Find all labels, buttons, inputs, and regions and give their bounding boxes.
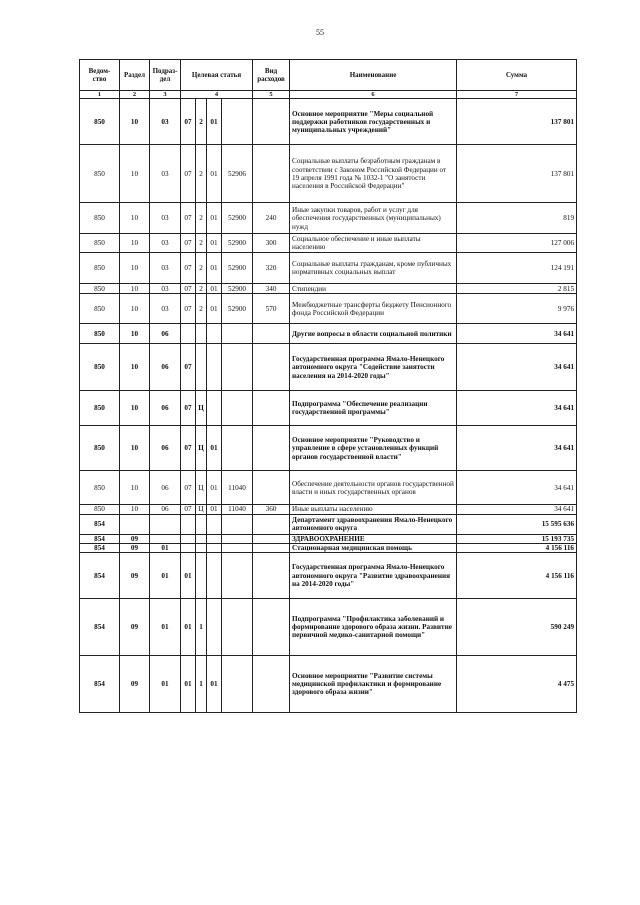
cell-razdel: 10	[120, 234, 150, 253]
cell-vedomstvo: 854	[80, 534, 120, 543]
cell-celevaya-program: 07	[181, 391, 196, 426]
cell-razdel: 10	[120, 344, 150, 391]
cell-summa: 34 641	[457, 426, 577, 471]
cell-vid-rashodov	[253, 391, 290, 426]
cell-summa: 2 815	[457, 284, 577, 294]
cell-celevaya-code: 52900	[222, 284, 253, 294]
cell-celevaya-event: 01	[207, 471, 222, 505]
cell-podrazdel: 03	[150, 203, 181, 234]
cell-vedomstvo: 850	[80, 234, 120, 253]
cell-naimenovanie: Основное мероприятие "Развитие системы медицинской профилактики и формирование здорового образа жизни"	[290, 656, 457, 713]
cell-vid-rashodov	[253, 145, 290, 203]
table-row	[80, 656, 577, 713]
cell-celevaya-program: 01	[181, 599, 196, 656]
cell-summa: 34 641	[457, 391, 577, 426]
cell-celevaya-subprogram: Ц	[196, 391, 207, 426]
cell-celevaya-event	[207, 344, 222, 391]
cell-celevaya-event: 01	[207, 253, 222, 284]
cell-celevaya-program: 07	[181, 344, 196, 391]
cell-naimenovanie: Департамент здравоохранения Ямало-Ненецкого автономного округа	[290, 514, 457, 534]
cell-podrazdel: 01	[150, 599, 181, 656]
cell-vedomstvo: 854	[80, 656, 120, 713]
cell-vedomstvo: 850	[80, 99, 120, 145]
col-number: 6	[290, 91, 457, 99]
cell-celevaya-subprogram	[196, 534, 207, 543]
cell-vedomstvo: 850	[80, 294, 120, 324]
table-row	[80, 253, 577, 284]
cell-summa: 124 191	[457, 253, 577, 284]
cell-naimenovanie: Подпрограмма "Обеспечение реализации государственной программы"	[290, 391, 457, 426]
cell-celevaya-code	[222, 599, 253, 656]
table-row	[80, 203, 577, 234]
cell-summa: 34 641	[457, 505, 577, 514]
cell-vid-rashodov	[253, 544, 290, 553]
cell-celevaya-subprogram: 2	[196, 145, 207, 203]
cell-celevaya-subprogram: Ц	[196, 505, 207, 514]
cell-summa: 127 006	[457, 234, 577, 253]
cell-naimenovanie: Иные закупки товаров, работ и услуг для обеспечения государственных (муниципальных) нужд	[290, 203, 457, 234]
table-row	[80, 471, 577, 505]
cell-podrazdel: 03	[150, 253, 181, 284]
cell-celevaya-subprogram	[196, 553, 207, 599]
cell-razdel: 09	[120, 656, 150, 713]
table-row	[80, 553, 577, 599]
cell-summa: 34 641	[457, 471, 577, 505]
table-row	[80, 534, 577, 543]
cell-razdel: 09	[120, 534, 150, 543]
cell-celevaya-event	[207, 553, 222, 599]
cell-podrazdel: 03	[150, 145, 181, 203]
cell-celevaya-program: 07	[181, 234, 196, 253]
cell-celevaya-code	[222, 391, 253, 426]
cell-celevaya-event	[207, 534, 222, 543]
cell-summa: 15 193 735	[457, 534, 577, 543]
cell-naimenovanie: Государственная программа Ямало-Ненецкого автономного округа "Развитие здравоохранения на 2014-2020 годы"	[290, 553, 457, 599]
cell-podrazdel: 03	[150, 294, 181, 324]
cell-vedomstvo: 850	[80, 391, 120, 426]
cell-podrazdel: 06	[150, 426, 181, 471]
cell-vid-rashodov: 360	[253, 505, 290, 514]
table-header	[80, 60, 577, 99]
table-row	[80, 234, 577, 253]
table-row	[80, 145, 577, 203]
table-row	[80, 344, 577, 391]
cell-razdel: 10	[120, 99, 150, 145]
cell-celevaya-program	[181, 534, 196, 543]
cell-celevaya-event	[207, 544, 222, 553]
cell-celevaya-code	[222, 344, 253, 391]
cell-celevaya-subprogram: 1	[196, 599, 207, 656]
cell-summa: 4 156 116	[457, 544, 577, 553]
cell-podrazdel: 06	[150, 471, 181, 505]
header-vid-rashodov: Вид расходов	[253, 60, 290, 91]
cell-celevaya-program	[181, 324, 196, 344]
cell-celevaya-subprogram: Ц	[196, 471, 207, 505]
cell-razdel: 10	[120, 203, 150, 234]
cell-naimenovanie: Основное мероприятие "Руководство и управление в сфере установленных функций органов государственной власти"	[290, 426, 457, 471]
cell-naimenovanie: Обеспечение деятельности органов государственной власти и иных государственных органов	[290, 471, 457, 505]
cell-celevaya-event: 01	[207, 505, 222, 514]
cell-podrazdel: 06	[150, 505, 181, 514]
cell-celevaya-program: 07	[181, 203, 196, 234]
cell-summa: 34 641	[457, 324, 577, 344]
cell-celevaya-subprogram: 2	[196, 284, 207, 294]
page-number: 55	[316, 28, 324, 37]
cell-vedomstvo: 854	[80, 599, 120, 656]
cell-naimenovanie: Основное мероприятие "Меры социальной поддержки работников государственных и муниципальных учреждений"	[290, 99, 457, 145]
cell-celevaya-code	[222, 324, 253, 344]
cell-celevaya-event	[207, 599, 222, 656]
cell-celevaya-subprogram: 2	[196, 294, 207, 324]
cell-vedomstvo: 850	[80, 324, 120, 344]
cell-naimenovanie: Стационарная медицинская помощь	[290, 544, 457, 553]
cell-vid-rashodov	[253, 599, 290, 656]
cell-vid-rashodov	[253, 344, 290, 391]
col-number: 2	[120, 91, 150, 99]
cell-podrazdel	[150, 534, 181, 543]
header-podrazdel: Подраз-дел	[150, 60, 181, 91]
cell-celevaya-code: 52900	[222, 253, 253, 284]
cell-celevaya-code	[222, 544, 253, 553]
cell-celevaya-code	[222, 514, 253, 534]
cell-naimenovanie: Социальное обеспечение и иные выплаты населению	[290, 234, 457, 253]
cell-summa: 590 249	[457, 599, 577, 656]
table-body	[80, 99, 577, 713]
cell-naimenovanie: Социальные выплаты безработным гражданам в соответствии с Законом Российской Федерации от 19 апреля 1991 года № 1032-1 "О занятости населения в Российской Федерации"	[290, 145, 457, 203]
cell-celevaya-code	[222, 534, 253, 543]
cell-podrazdel: 01	[150, 656, 181, 713]
cell-razdel: 09	[120, 544, 150, 553]
cell-podrazdel: 03	[150, 234, 181, 253]
cell-vedomstvo: 850	[80, 505, 120, 514]
table-row	[80, 514, 577, 534]
cell-vedomstvo: 850	[80, 471, 120, 505]
budget-table	[79, 59, 577, 713]
cell-razdel: 10	[120, 391, 150, 426]
cell-summa: 4 156 116	[457, 553, 577, 599]
cell-celevaya-code	[222, 99, 253, 145]
cell-vid-rashodov	[253, 471, 290, 505]
cell-razdel: 10	[120, 284, 150, 294]
cell-celevaya-code	[222, 553, 253, 599]
cell-celevaya-code: 52900	[222, 203, 253, 234]
cell-razdel: 10	[120, 471, 150, 505]
cell-celevaya-event: 01	[207, 294, 222, 324]
cell-summa: 137 801	[457, 99, 577, 145]
cell-vid-rashodov	[253, 656, 290, 713]
cell-razdel: 10	[120, 294, 150, 324]
cell-celevaya-event: 01	[207, 234, 222, 253]
cell-podrazdel: 03	[150, 284, 181, 294]
cell-razdel: 10	[120, 145, 150, 203]
cell-celevaya-program	[181, 514, 196, 534]
cell-celevaya-event: 01	[207, 284, 222, 294]
cell-celevaya-code	[222, 656, 253, 713]
cell-podrazdel: 06	[150, 391, 181, 426]
cell-celevaya-subprogram: Ц	[196, 426, 207, 471]
header-summa: Сумма	[457, 60, 577, 91]
cell-celevaya-event: 01	[207, 145, 222, 203]
header-vedomstvo: Ведом-ство	[80, 60, 120, 91]
cell-vid-rashodov: 300	[253, 234, 290, 253]
cell-naimenovanie: Подпрограмма "Профилактика заболеваний и формирование здорового образа жизни. Развитие первичной медико-санитарной помощи"	[290, 599, 457, 656]
col-number: 7	[457, 91, 577, 99]
table-row	[80, 505, 577, 514]
cell-celevaya-program: 07	[181, 505, 196, 514]
cell-naimenovanie: Социальные выплаты гражданам, кроме публичных нормативных социальных выплат	[290, 253, 457, 284]
cell-celevaya-subprogram: 2	[196, 99, 207, 145]
cell-podrazdel: 01	[150, 544, 181, 553]
col-number: 5	[253, 91, 290, 99]
cell-celevaya-code: 52900	[222, 234, 253, 253]
cell-celevaya-program: 07	[181, 284, 196, 294]
cell-razdel: 10	[120, 253, 150, 284]
cell-vid-rashodov	[253, 534, 290, 543]
cell-naimenovanie: Государственная программа Ямало-Ненецкого автономного округа "Содействие занятости населения на 2014-2020 годы"	[290, 344, 457, 391]
cell-vedomstvo: 850	[80, 203, 120, 234]
cell-podrazdel: 06	[150, 344, 181, 391]
cell-razdel: 10	[120, 505, 150, 514]
cell-vid-rashodov: 570	[253, 294, 290, 324]
cell-naimenovanie: Межбюджетные трансферты бюджету Пенсионного фонда Российской Федерации	[290, 294, 457, 324]
cell-razdel: 10	[120, 426, 150, 471]
cell-vid-rashodov	[253, 99, 290, 145]
cell-vid-rashodov	[253, 426, 290, 471]
cell-celevaya-event	[207, 391, 222, 426]
cell-razdel	[120, 514, 150, 534]
cell-celevaya-event: 01	[207, 426, 222, 471]
cell-vedomstvo: 850	[80, 426, 120, 471]
cell-celevaya-event	[207, 514, 222, 534]
cell-celevaya-subprogram	[196, 544, 207, 553]
col-number: 3	[150, 91, 181, 99]
cell-celevaya-subprogram: 2	[196, 234, 207, 253]
cell-vedomstvo: 854	[80, 553, 120, 599]
cell-vid-rashodov	[253, 514, 290, 534]
cell-celevaya-event: 01	[207, 656, 222, 713]
cell-podrazdel: 06	[150, 324, 181, 344]
table-row	[80, 391, 577, 426]
cell-summa: 819	[457, 203, 577, 234]
cell-naimenovanie: Стипендии	[290, 284, 457, 294]
cell-celevaya-event: 01	[207, 203, 222, 234]
cell-podrazdel	[150, 514, 181, 534]
cell-vid-rashodov	[253, 553, 290, 599]
cell-celevaya-code: 52900	[222, 294, 253, 324]
cell-celevaya-program: 07	[181, 253, 196, 284]
col-number: 1	[80, 91, 120, 99]
header-naimenovanie: Наименование	[290, 60, 457, 91]
cell-vedomstvo: 850	[80, 145, 120, 203]
cell-celevaya-program: 01	[181, 656, 196, 713]
cell-celevaya-subprogram	[196, 324, 207, 344]
cell-summa: 15 595 636	[457, 514, 577, 534]
cell-vedomstvo: 850	[80, 344, 120, 391]
cell-celevaya-event: 01	[207, 99, 222, 145]
cell-podrazdel: 03	[150, 99, 181, 145]
cell-celevaya-subprogram: 2	[196, 253, 207, 284]
cell-vedomstvo: 850	[80, 253, 120, 284]
cell-vid-rashodov: 340	[253, 284, 290, 294]
cell-summa: 9 976	[457, 294, 577, 324]
cell-celevaya-program: 07	[181, 426, 196, 471]
table-row	[80, 99, 577, 145]
header-razdel: Раздел	[120, 60, 150, 91]
cell-razdel: 09	[120, 553, 150, 599]
cell-celevaya-program: 07	[181, 145, 196, 203]
table-row	[80, 284, 577, 294]
cell-celevaya-code: 11040	[222, 505, 253, 514]
cell-celevaya-code: 52906	[222, 145, 253, 203]
cell-celevaya-subprogram	[196, 514, 207, 534]
cell-celevaya-program: 07	[181, 99, 196, 145]
cell-celevaya-program: 07	[181, 294, 196, 324]
table-row	[80, 544, 577, 553]
cell-razdel: 09	[120, 599, 150, 656]
cell-summa: 137 801	[457, 145, 577, 203]
table-row	[80, 599, 577, 656]
cell-naimenovanie: ЗДРАВООХРАНЕНИЕ	[290, 534, 457, 543]
col-number: 4	[181, 91, 253, 99]
cell-podrazdel: 01	[150, 553, 181, 599]
cell-celevaya-subprogram: 1	[196, 656, 207, 713]
cell-celevaya-event	[207, 324, 222, 344]
table-row	[80, 294, 577, 324]
cell-celevaya-subprogram	[196, 344, 207, 391]
cell-vid-rashodov: 240	[253, 203, 290, 234]
cell-vedomstvo: 854	[80, 544, 120, 553]
cell-summa: 34 641	[457, 344, 577, 391]
cell-celevaya-program	[181, 544, 196, 553]
cell-vedomstvo: 854	[80, 514, 120, 534]
cell-summa: 4 475	[457, 656, 577, 713]
header-celevaya-statya: Целевая статья	[181, 60, 253, 91]
cell-naimenovanie: Другие вопросы в области социальной политики	[290, 324, 457, 344]
cell-celevaya-code: 11040	[222, 471, 253, 505]
cell-naimenovanie: Иные выплаты населению	[290, 505, 457, 514]
cell-celevaya-subprogram: 2	[196, 203, 207, 234]
table-row	[80, 426, 577, 471]
cell-razdel: 10	[120, 324, 150, 344]
cell-vid-rashodov	[253, 324, 290, 344]
cell-celevaya-program: 01	[181, 553, 196, 599]
table-row	[80, 324, 577, 344]
cell-vid-rashodov: 320	[253, 253, 290, 284]
cell-celevaya-code	[222, 426, 253, 471]
cell-celevaya-program: 07	[181, 471, 196, 505]
cell-vedomstvo: 850	[80, 284, 120, 294]
